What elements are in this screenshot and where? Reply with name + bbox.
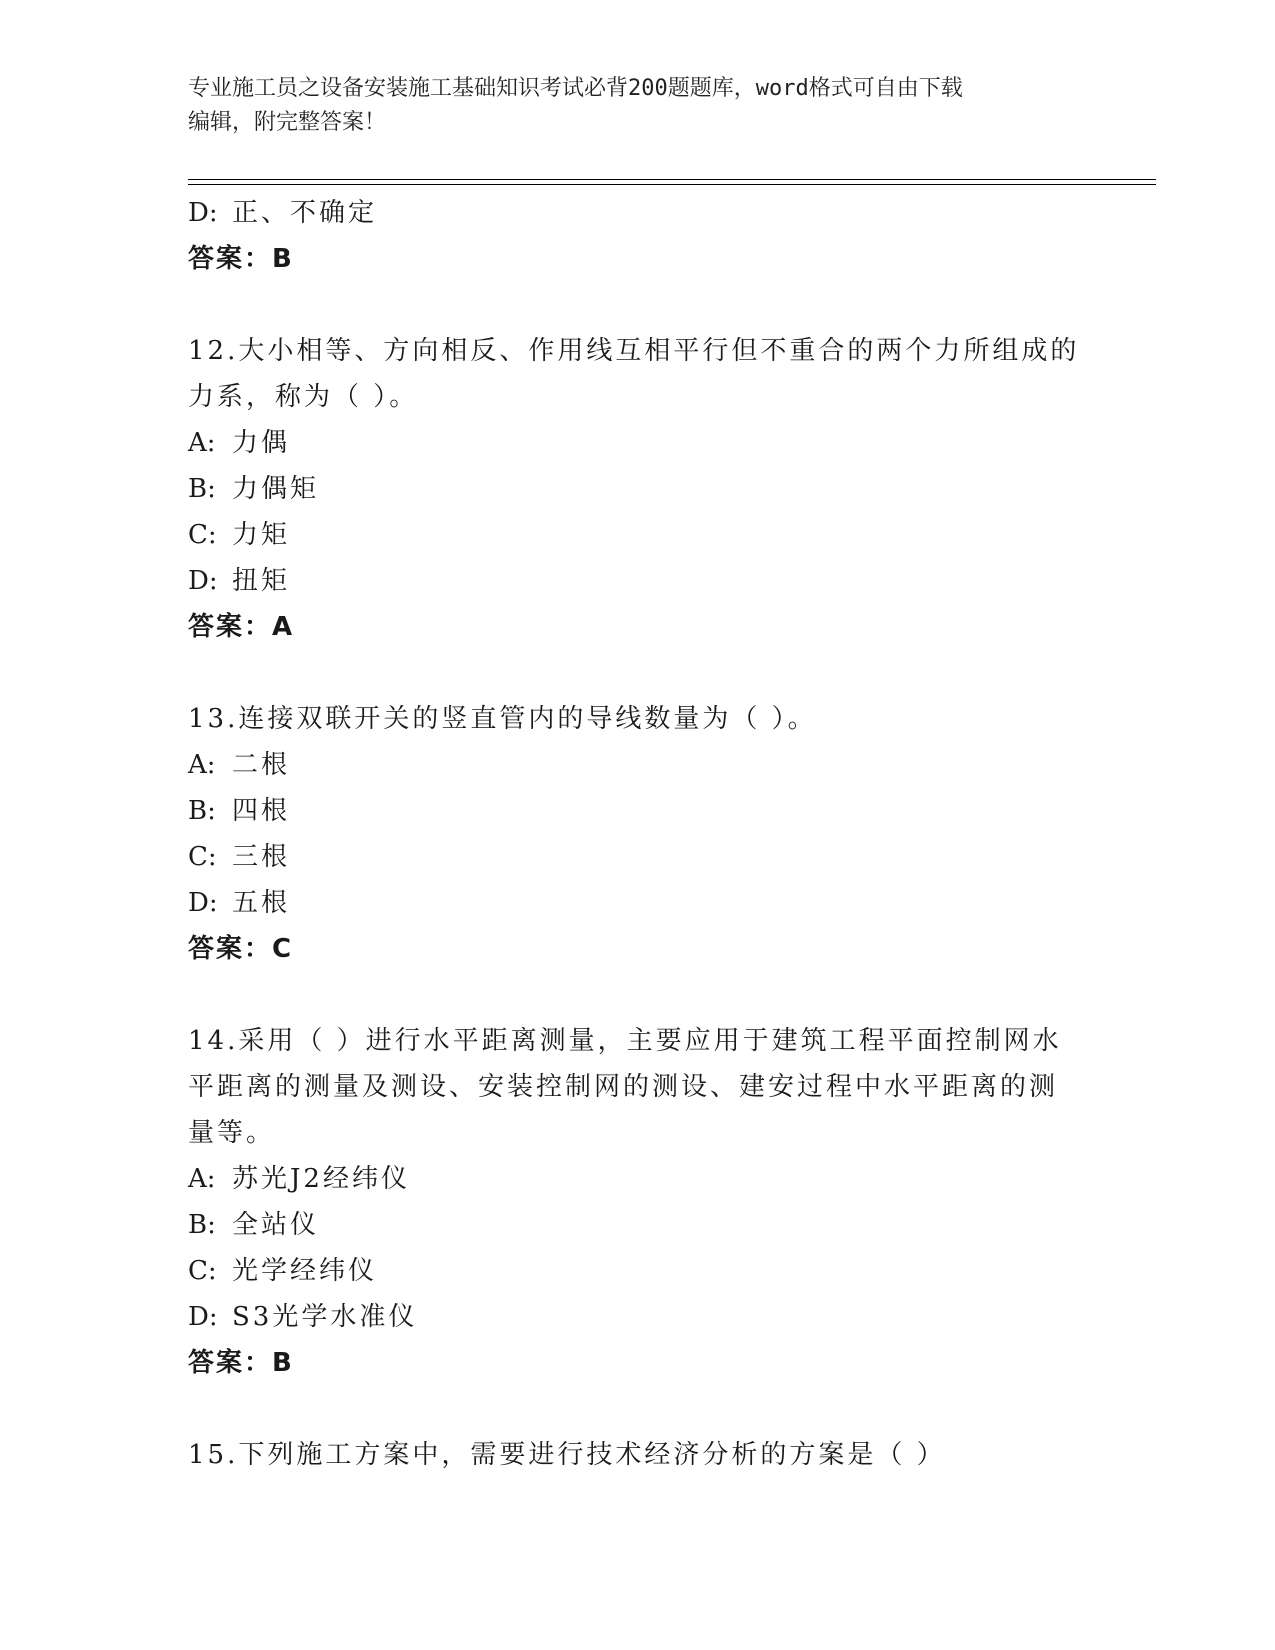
option-a: A: 力偶 — [188, 428, 291, 458]
header-title-line-1: 专业施工员之设备安装施工基础知识考试必背200题题库，word格式可自由下载 — [188, 76, 963, 101]
question-stem: 12.大小相等、方向相反、作用线互相平行但不重合的两个力所组成的 — [188, 336, 1080, 366]
option-c: C: 光学经纬仪 — [188, 1256, 378, 1286]
option-b: B: 四根 — [188, 796, 291, 826]
option-d: D: 正、不确定 — [188, 198, 378, 228]
option-c: C: 三根 — [188, 842, 291, 872]
answer-line: 答案：B — [188, 1348, 294, 1378]
option-b: B: 全站仪 — [188, 1210, 320, 1240]
answer-line: 答案：B — [188, 244, 294, 274]
answer-line: 答案：C — [188, 934, 294, 964]
document-body — [188, 190, 1080, 1478]
option-b: B: 力偶矩 — [188, 474, 320, 504]
option-a: A: 二根 — [188, 750, 291, 780]
header-rule-top — [188, 179, 1156, 180]
question-12 — [188, 328, 1080, 650]
question-stem-continued: 平距离的测量及测设、安装控制网的测设、建安过程中水平距离的测 — [188, 1072, 1059, 1102]
option-d: D: 扭矩 — [188, 566, 291, 596]
answer-line: 答案：A — [188, 612, 295, 642]
option-c: C: 力矩 — [188, 520, 291, 550]
question-stem: 13.连接双联开关的竖直管内的导线数量为（ ）。 — [188, 704, 817, 734]
question-stem: 15.下列施工方案中，需要进行技术经济分析的方案是（ ） — [188, 1440, 946, 1470]
question-stem-continued: 量等。 — [188, 1118, 276, 1148]
option-d: D: 五根 — [188, 888, 291, 918]
question-13 — [188, 696, 1068, 972]
question-15 — [188, 1432, 1068, 1478]
question-stem: 14.采用（ ）进行水平距离测量，主要应用于建筑工程平面控制网水 — [188, 1026, 1062, 1056]
question-stem-continued: 力系，称为（ ）。 — [188, 382, 419, 412]
option-d: D: S3光学水准仪 — [188, 1302, 418, 1332]
question-14 — [188, 1018, 1068, 1386]
option-a: A: 苏光J2经纬仪 — [188, 1164, 410, 1194]
document-header — [188, 72, 1068, 140]
header-title-line-2: 编辑，附完整答案！ — [188, 110, 387, 135]
header-rule-bottom — [188, 184, 1156, 185]
